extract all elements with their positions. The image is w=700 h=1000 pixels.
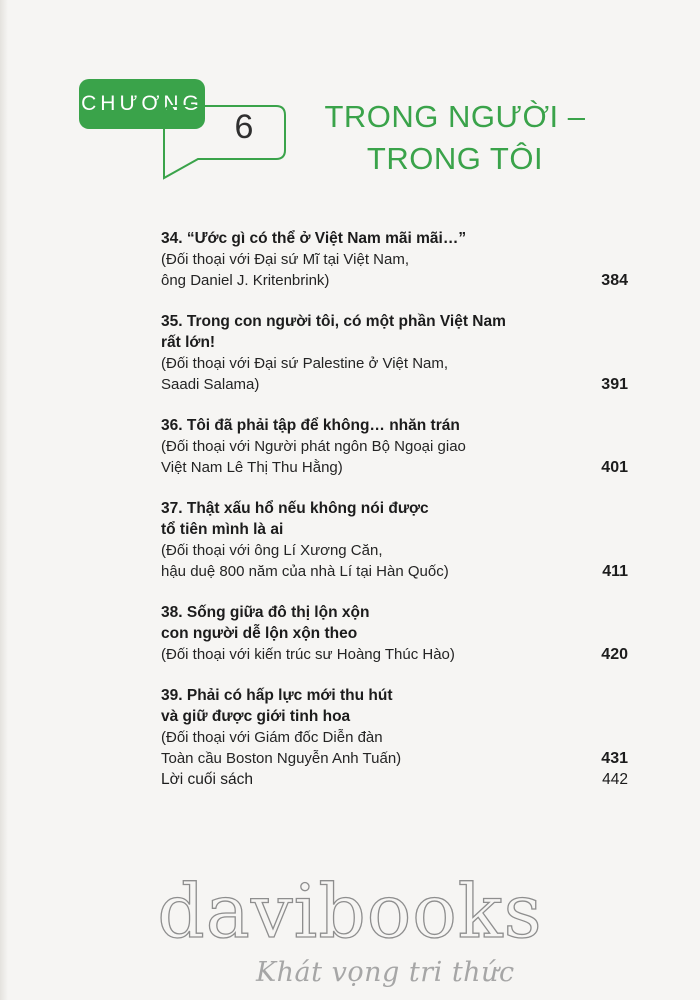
toc-closing-entry	[161, 771, 628, 793]
toc-entry	[161, 311, 628, 395]
toc-entry-title	[161, 602, 628, 644]
toc-entry-page: 384	[601, 272, 628, 289]
subtitle-line: (Đối thoại với Đại sứ Palestine ở Việt Nam,	[161, 355, 449, 372]
chapter-label: CHƯƠNG	[81, 92, 203, 115]
subtitle-line: Toàn cầu Boston Nguyễn Anh Tuấn)	[161, 750, 402, 767]
title-line: tổ tiên mình là ai	[161, 521, 284, 538]
toc-entry-page: 391	[601, 376, 628, 393]
toc-entry-title	[161, 415, 628, 436]
toc-entry-page: 420	[601, 646, 628, 663]
subtitle-line: (Đối thoại với Đại sứ Mĩ tại Việt Nam,	[161, 251, 410, 268]
toc-entry-subtitle	[161, 540, 628, 582]
chapter-number: 6	[234, 108, 254, 146]
chapter-title	[305, 96, 605, 180]
subtitle-line: (Đối thoại với Người phát ngôn Bộ Ngoại giao	[161, 438, 466, 455]
toc-entry-page: 411	[602, 563, 628, 580]
title-line: con người dễ lộn xộn theo	[161, 625, 358, 642]
watermark-logo: davibooks	[157, 869, 543, 955]
watermark-tagline: Khát vọng tri thức	[256, 957, 515, 988]
toc-entry	[161, 415, 628, 478]
chapter-title-line: TRONG TÔI	[366, 141, 544, 176]
toc-entry-subtitle	[161, 436, 628, 478]
toc-entry-page: 431	[601, 750, 628, 767]
subtitle-line: hậu duệ 800 năm của nhà Lí tại Hàn Quốc)	[161, 563, 449, 580]
toc-entry-subtitle	[161, 249, 628, 291]
title-line: và giữ được giới tinh hoa	[161, 708, 351, 725]
title-line: 38. Sống giữa đô thị lộn xộn	[161, 604, 370, 621]
toc-entry	[161, 602, 628, 665]
subtitle-line: Saadi Salama)	[161, 376, 260, 393]
toc-entry	[161, 228, 628, 291]
toc-entry-page: 401	[601, 459, 628, 476]
chapter-title-line: TRONG NGƯỜI –	[324, 99, 586, 134]
title-line: rất lớn!	[161, 334, 216, 351]
subtitle-line: (Đối thoại với Giám đốc Diễn đàn	[161, 729, 383, 746]
toc-entry-title	[161, 498, 628, 540]
toc-entry	[161, 685, 628, 769]
subtitle-line: ông Daniel J. Kritenbrink)	[161, 272, 330, 289]
closing-label: Lời cuối sách	[161, 771, 254, 788]
toc-entry-title	[161, 228, 628, 249]
title-line: 34. “Ước gì có thể ở Việt Nam mãi mãi…”	[161, 230, 467, 247]
title-line: 39. Phải có hấp lực mới thu hút	[161, 687, 393, 704]
toc-entry-title	[161, 685, 628, 727]
subtitle-line: (Đối thoại với ông Lí Xương Căn,	[161, 542, 383, 559]
toc-entry	[161, 498, 628, 582]
page-edge	[0, 0, 8, 1000]
title-line: 35. Trong con người tôi, có một phần Việt Nam	[161, 313, 506, 330]
closing-page: 442	[602, 771, 628, 788]
toc-entry-subtitle	[161, 353, 628, 395]
subtitle-line: Việt Nam Lê Thị Thu Hằng)	[161, 459, 343, 476]
toc-entry-title	[161, 311, 628, 353]
title-line: 36. Tôi đã phải tập để không… nhăn trán	[161, 417, 460, 434]
toc-entry-subtitle	[161, 727, 628, 769]
subtitle-line: (Đối thoại với kiến trúc sư Hoàng Thúc Hào)	[161, 646, 455, 663]
toc-entry-subtitle	[161, 644, 628, 665]
table-of-contents	[161, 228, 628, 789]
title-line: 37. Thật xấu hổ nếu không nói được	[161, 500, 429, 517]
